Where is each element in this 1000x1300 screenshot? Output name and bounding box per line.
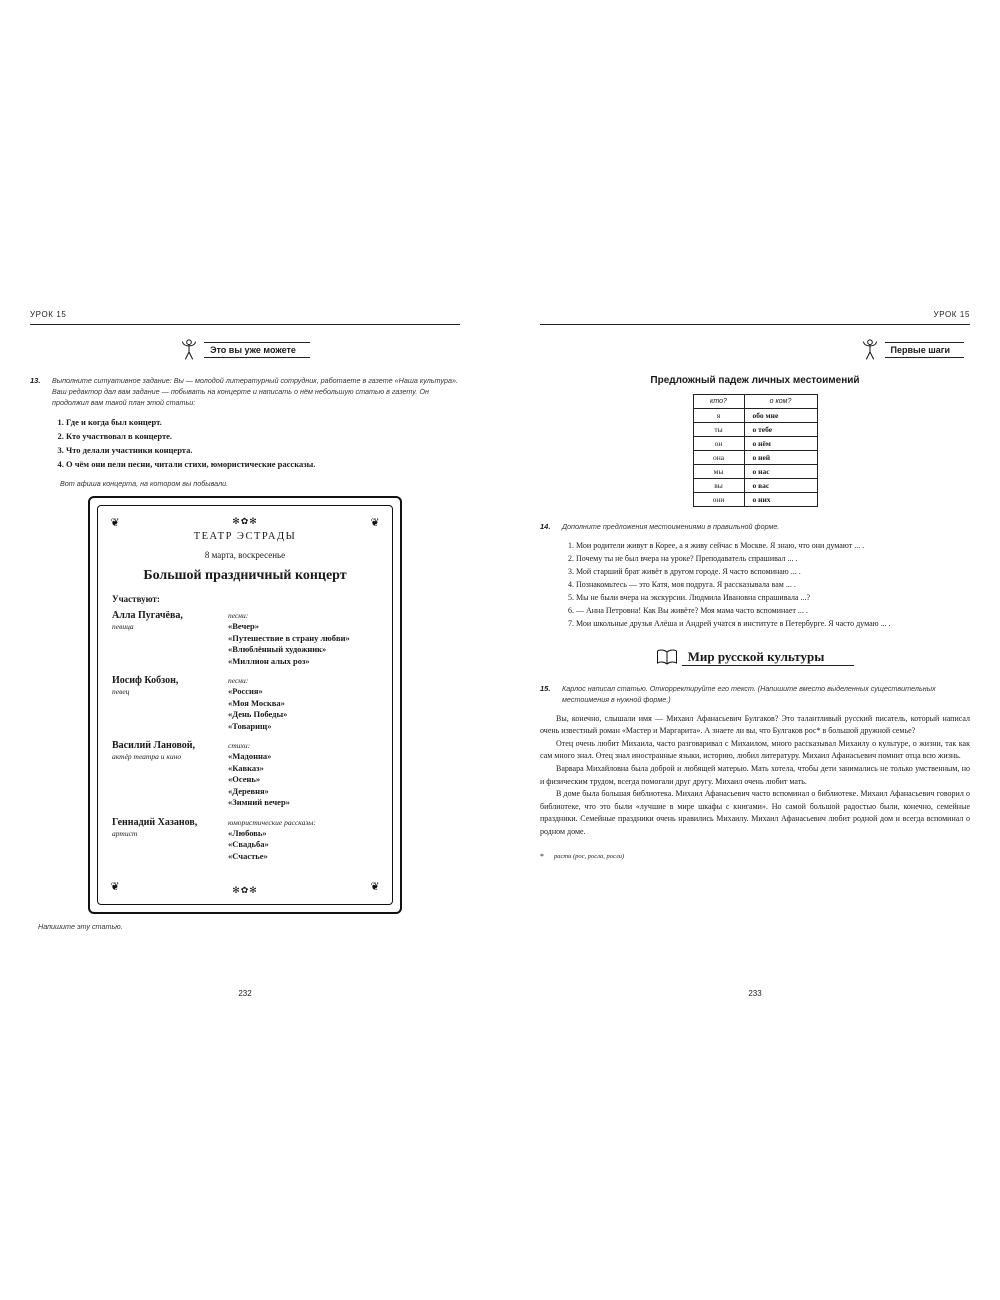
- program-item: «Вечер»: [228, 621, 260, 631]
- article-paragraph: Отец очень любит Михаила, часто разговаривал с Михаилом, много рассказывал Михаилу о культуре, о жизни, так как сам много знал. Отец знал иностранные языки, историю, любил литературу. Михаил Афанасьевич помнит отца всю жизнь.: [540, 738, 970, 761]
- performer-name: Василий Лановой,: [112, 740, 196, 751]
- table-row: [693, 437, 817, 451]
- right-page: [540, 310, 970, 998]
- list-item: 3. Мой старший брат живёт в другом городе. Я часто вспоминаю ... .: [576, 566, 970, 579]
- cell-prepositional: о тебе: [744, 423, 817, 437]
- table-row: [693, 493, 817, 507]
- article-paragraph: В доме была большая библиотека. Михаил Афанасьевич часто вспоминал о библиотеке. Михаил Афанасьевич говорил о библиотеке, что это были «лучшие в мире шкафы с книгами». Но самой большой радостью были, конечно, семейные праздники. Семейные праздники очень нравились Михаилу. Михаил Афанасьевич любит родной дом и всегда вспоминал о родном доме.: [540, 789, 970, 836]
- poster-corner-ornament-icon: ❦: [370, 517, 380, 529]
- performer-entry: [112, 675, 378, 732]
- performer-name: Геннадий Хазанов,: [112, 816, 198, 828]
- exercise-13: [30, 375, 460, 408]
- grammar-section-title: Предложный падеж личных местоимений: [650, 375, 860, 386]
- performer-entry: [112, 610, 378, 667]
- exercise-14-text: Дополните предложения местоимениями в правильной форме.: [562, 522, 780, 531]
- program-item: «Миллион алых роз»: [228, 655, 310, 666]
- program-item: «Кавказ»: [228, 762, 264, 773]
- cell-prepositional: о нас: [744, 465, 817, 479]
- list-item: 2. Кто участвовал в концерте.: [66, 430, 460, 443]
- culture-banner-label: Мир русской культуры: [682, 650, 855, 666]
- cell-prepositional: о вас: [744, 479, 817, 493]
- table-row: [693, 409, 817, 423]
- poster-date: 8 марта, воскресенье: [204, 550, 286, 560]
- list-item: 6. — Анна Петровна! Как Вы живёте? Моя мама часто вспоминает ... .: [576, 605, 970, 618]
- table-row: [693, 479, 817, 493]
- cell-pronoun: мы: [693, 465, 744, 479]
- cell-pronoun: ты: [693, 423, 744, 437]
- section-banner-right: [540, 339, 970, 361]
- left-page: [30, 310, 460, 998]
- article-plan-list: [66, 416, 460, 471]
- program-item: «Моя Москва»: [228, 697, 285, 708]
- running-head-right: УРОК 15: [540, 310, 970, 325]
- list-item: 4. Познакомьтесь — это Катя, моя подруга. Я рассказывала вам ... .: [576, 579, 970, 592]
- program-item: «Россия»: [228, 686, 263, 696]
- exercise-14-number: 14.: [540, 522, 551, 531]
- poster-headline: Большой праздничный концерт: [143, 568, 347, 583]
- program-item: «Зимний вечер»: [228, 797, 290, 807]
- poster-bottom-ornament-icon: ✻✿✻: [232, 885, 258, 895]
- cell-pronoun: вы: [693, 479, 744, 493]
- performer-entry: [112, 740, 378, 809]
- section-banner-label: Первые шаги: [885, 342, 964, 358]
- cell-prepositional: обо мне: [744, 409, 817, 423]
- cell-prepositional: о нём: [744, 437, 817, 451]
- poster-inner-frame: [97, 505, 393, 905]
- section-banner-label: Это вы уже можете: [204, 342, 310, 358]
- table-header-row: [693, 395, 817, 409]
- figure-icon: [180, 339, 198, 361]
- performer-role: актёр театра и кино: [112, 752, 182, 761]
- exercise-13-number: 13.: [30, 376, 41, 385]
- program-item: «Влюблённый художник»: [228, 644, 327, 654]
- performer-entry: [112, 817, 378, 863]
- performer-role: певец: [112, 687, 130, 696]
- program-item: «День Победы»: [228, 709, 288, 719]
- program-item: «Деревня»: [228, 785, 269, 796]
- cell-pronoun: он: [693, 437, 744, 451]
- table-row: [693, 423, 817, 437]
- program-item: «Путешествие в страну любви»: [228, 632, 350, 643]
- performer-program-kind: юмористические рассказы:: [228, 817, 316, 827]
- list-item: 3. Что делали участники концерта.: [66, 444, 460, 457]
- program-item: «Свадьба»: [228, 839, 269, 849]
- program-item: «Товарищ»: [228, 720, 272, 731]
- program-item: «Осень»: [228, 774, 261, 784]
- poster-intro-note: Вот афиша концерта, на котором вы побывали.: [60, 479, 229, 488]
- poster-top-ornament-icon: ✻✿✻: [232, 516, 258, 526]
- list-item: 2. Почему ты не был вчера на уроке? Преподаватель спрашивал ... .: [576, 553, 970, 566]
- performer-program-kind: песни:: [228, 676, 249, 685]
- pronoun-table: [693, 394, 818, 507]
- open-book-icon: [656, 647, 674, 669]
- figure-icon: [861, 339, 879, 361]
- exercise-15: [540, 683, 970, 705]
- footnote: [540, 852, 970, 861]
- table-row: [693, 451, 817, 465]
- list-item: 1. Где и когда был концерт.: [66, 416, 460, 429]
- footnote-marker: *: [540, 852, 544, 862]
- section-banner-left: [30, 339, 460, 361]
- running-head-left: УРОК 15: [30, 310, 460, 325]
- exercise-14: [540, 521, 970, 532]
- exercise-13-text: Выполните ситуативное задание: Вы — молодой литературный сотрудник, работаете в газете «Наша культура». Ваш редактор дал вам задание — побывать на концерте и написать о нём небольшую статью в газету. Он продолжил вам такой план этой статьи:: [52, 376, 458, 407]
- column-header-who: кто?: [693, 395, 744, 409]
- footnote-text: расти (рос, росла, росли): [554, 853, 625, 861]
- poster-corner-ornament-icon: ❦: [110, 881, 120, 893]
- performer-program-kind: песни:: [228, 611, 249, 620]
- page-number-right: 233: [748, 989, 762, 998]
- program-item: «Мадонна»: [228, 751, 272, 761]
- cell-pronoun: она: [693, 451, 744, 465]
- exercise-15-text: Карлос написал статью. Откорректируйте его текст. (Напишите вместо выделенных существительных местоимения в нужной форме.): [562, 683, 936, 704]
- performer-program-kind: стихи:: [228, 741, 251, 750]
- list-item: 1. Мои родители живут в Корее, а я живу сейчас в Москве. Я знаю, что они думают ... .: [576, 540, 970, 553]
- exercise-14-sentences: [576, 540, 970, 631]
- performer-name: Алла Пугачёва,: [112, 610, 183, 621]
- table-row: [693, 465, 817, 479]
- poster-participants-label: Участвуют:: [112, 594, 160, 604]
- performer-role: артист: [112, 828, 138, 838]
- article-paragraph: Вы, конечно, слышали имя — Михаил Афанасьевич Булгаков? Это талантливый русский писатель, который написал очень известный роман «Мастер и Маргарита». А знаете ли вы, что Булгаков рос* в большой дружной семье?: [540, 713, 970, 735]
- cell-prepositional: о них: [744, 493, 817, 507]
- concert-poster: [88, 496, 402, 914]
- write-article-note: Напишите эту статью.: [38, 922, 123, 931]
- cell-pronoun: я: [693, 409, 744, 423]
- program-item: «Любовь»: [228, 827, 267, 838]
- list-item: 7. Мои школьные друзья Алёша и Андрей учатся в институте в Петербурге. Я часто думаю ... .: [576, 618, 970, 631]
- poster-corner-ornament-icon: ❦: [370, 881, 380, 893]
- page-number-left: 232: [238, 989, 252, 998]
- cell-prepositional: о ней: [744, 451, 817, 465]
- program-item: «Счастье»: [228, 850, 268, 861]
- cell-pronoun: они: [693, 493, 744, 507]
- poster-venue-title: ТЕАТР ЭСТРАДЫ: [193, 531, 297, 542]
- article-paragraph: Варвара Михайловна была доброй и любящей матерью. Мать хотела, чтобы дети занимались не только умственным, но и физическим трудом, всегда помогали друг другу. Михаил очень любит мать.: [540, 764, 970, 786]
- exercise-15-number: 15.: [540, 683, 551, 693]
- performer-role: певица: [112, 622, 134, 631]
- performer-name: Иосиф Кобзон,: [112, 675, 179, 686]
- poster-corner-ornament-icon: ❦: [110, 517, 120, 529]
- list-item: 5. Мы не были вчера на экскурсии. Людмила Ивановна спрашивала ...?: [576, 592, 970, 605]
- column-header-about-whom: о ком?: [744, 395, 817, 409]
- culture-section-banner: [540, 647, 970, 669]
- list-item: 4. О чём они пели песни, читали стихи, юмористические рассказы.: [66, 458, 460, 471]
